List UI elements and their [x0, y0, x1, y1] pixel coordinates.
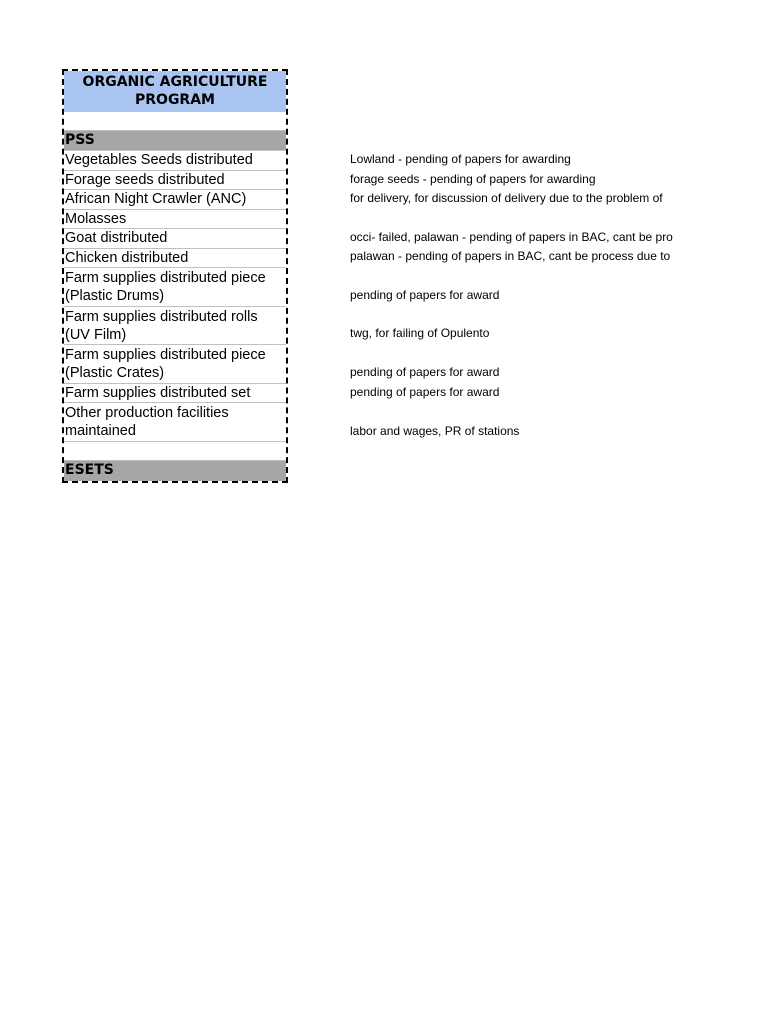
table-row: Farm supplies distributed piece (Plastic Drums) — [64, 268, 286, 307]
program-table — [62, 69, 288, 483]
note-cell: pending of papers for award — [350, 385, 500, 399]
blank-row — [64, 112, 286, 131]
note-cell: twg, for failing of Opulento — [350, 326, 490, 340]
section-header-pss: PSS — [64, 131, 286, 151]
note-cell: occi- failed, palawan - pending of papers in BAC, cant be pro — [350, 230, 673, 244]
table-row: Chicken distributed — [64, 249, 286, 269]
table-row: Farm supplies distributed set — [64, 384, 286, 404]
table-row: Goat distributed — [64, 229, 286, 249]
blank-row — [64, 442, 286, 461]
notes-column — [350, 0, 685, 1024]
table-row: Other production facilities maintained — [64, 403, 286, 442]
table-title: ORGANIC AGRICULTURE PROGRAM — [64, 71, 286, 112]
note-cell: labor and wages, PR of stations — [350, 424, 520, 438]
table-row: Forage seeds distributed — [64, 171, 286, 191]
section-header-esets: ESETS — [64, 461, 286, 481]
table-row: African Night Crawler (ANC) — [64, 190, 286, 210]
note-cell: forage seeds - pending of papers for awarding — [350, 172, 596, 186]
table-row: Molasses — [64, 210, 286, 230]
table-row: Farm supplies distributed rolls (UV Film) — [64, 307, 286, 346]
note-cell: Lowland - pending of papers for awarding — [350, 152, 571, 166]
note-cell: pending of papers for award — [350, 365, 500, 379]
note-cell: pending of papers for award — [350, 288, 500, 302]
note-cell: palawan - pending of papers in BAC, cant be process due to — [350, 249, 671, 263]
table-row: Vegetables Seeds distributed — [64, 151, 286, 171]
table-row: Farm supplies distributed piece (Plastic Crates) — [64, 345, 286, 384]
note-cell: for delivery, for discussion of delivery due to the problem of — [350, 191, 663, 205]
